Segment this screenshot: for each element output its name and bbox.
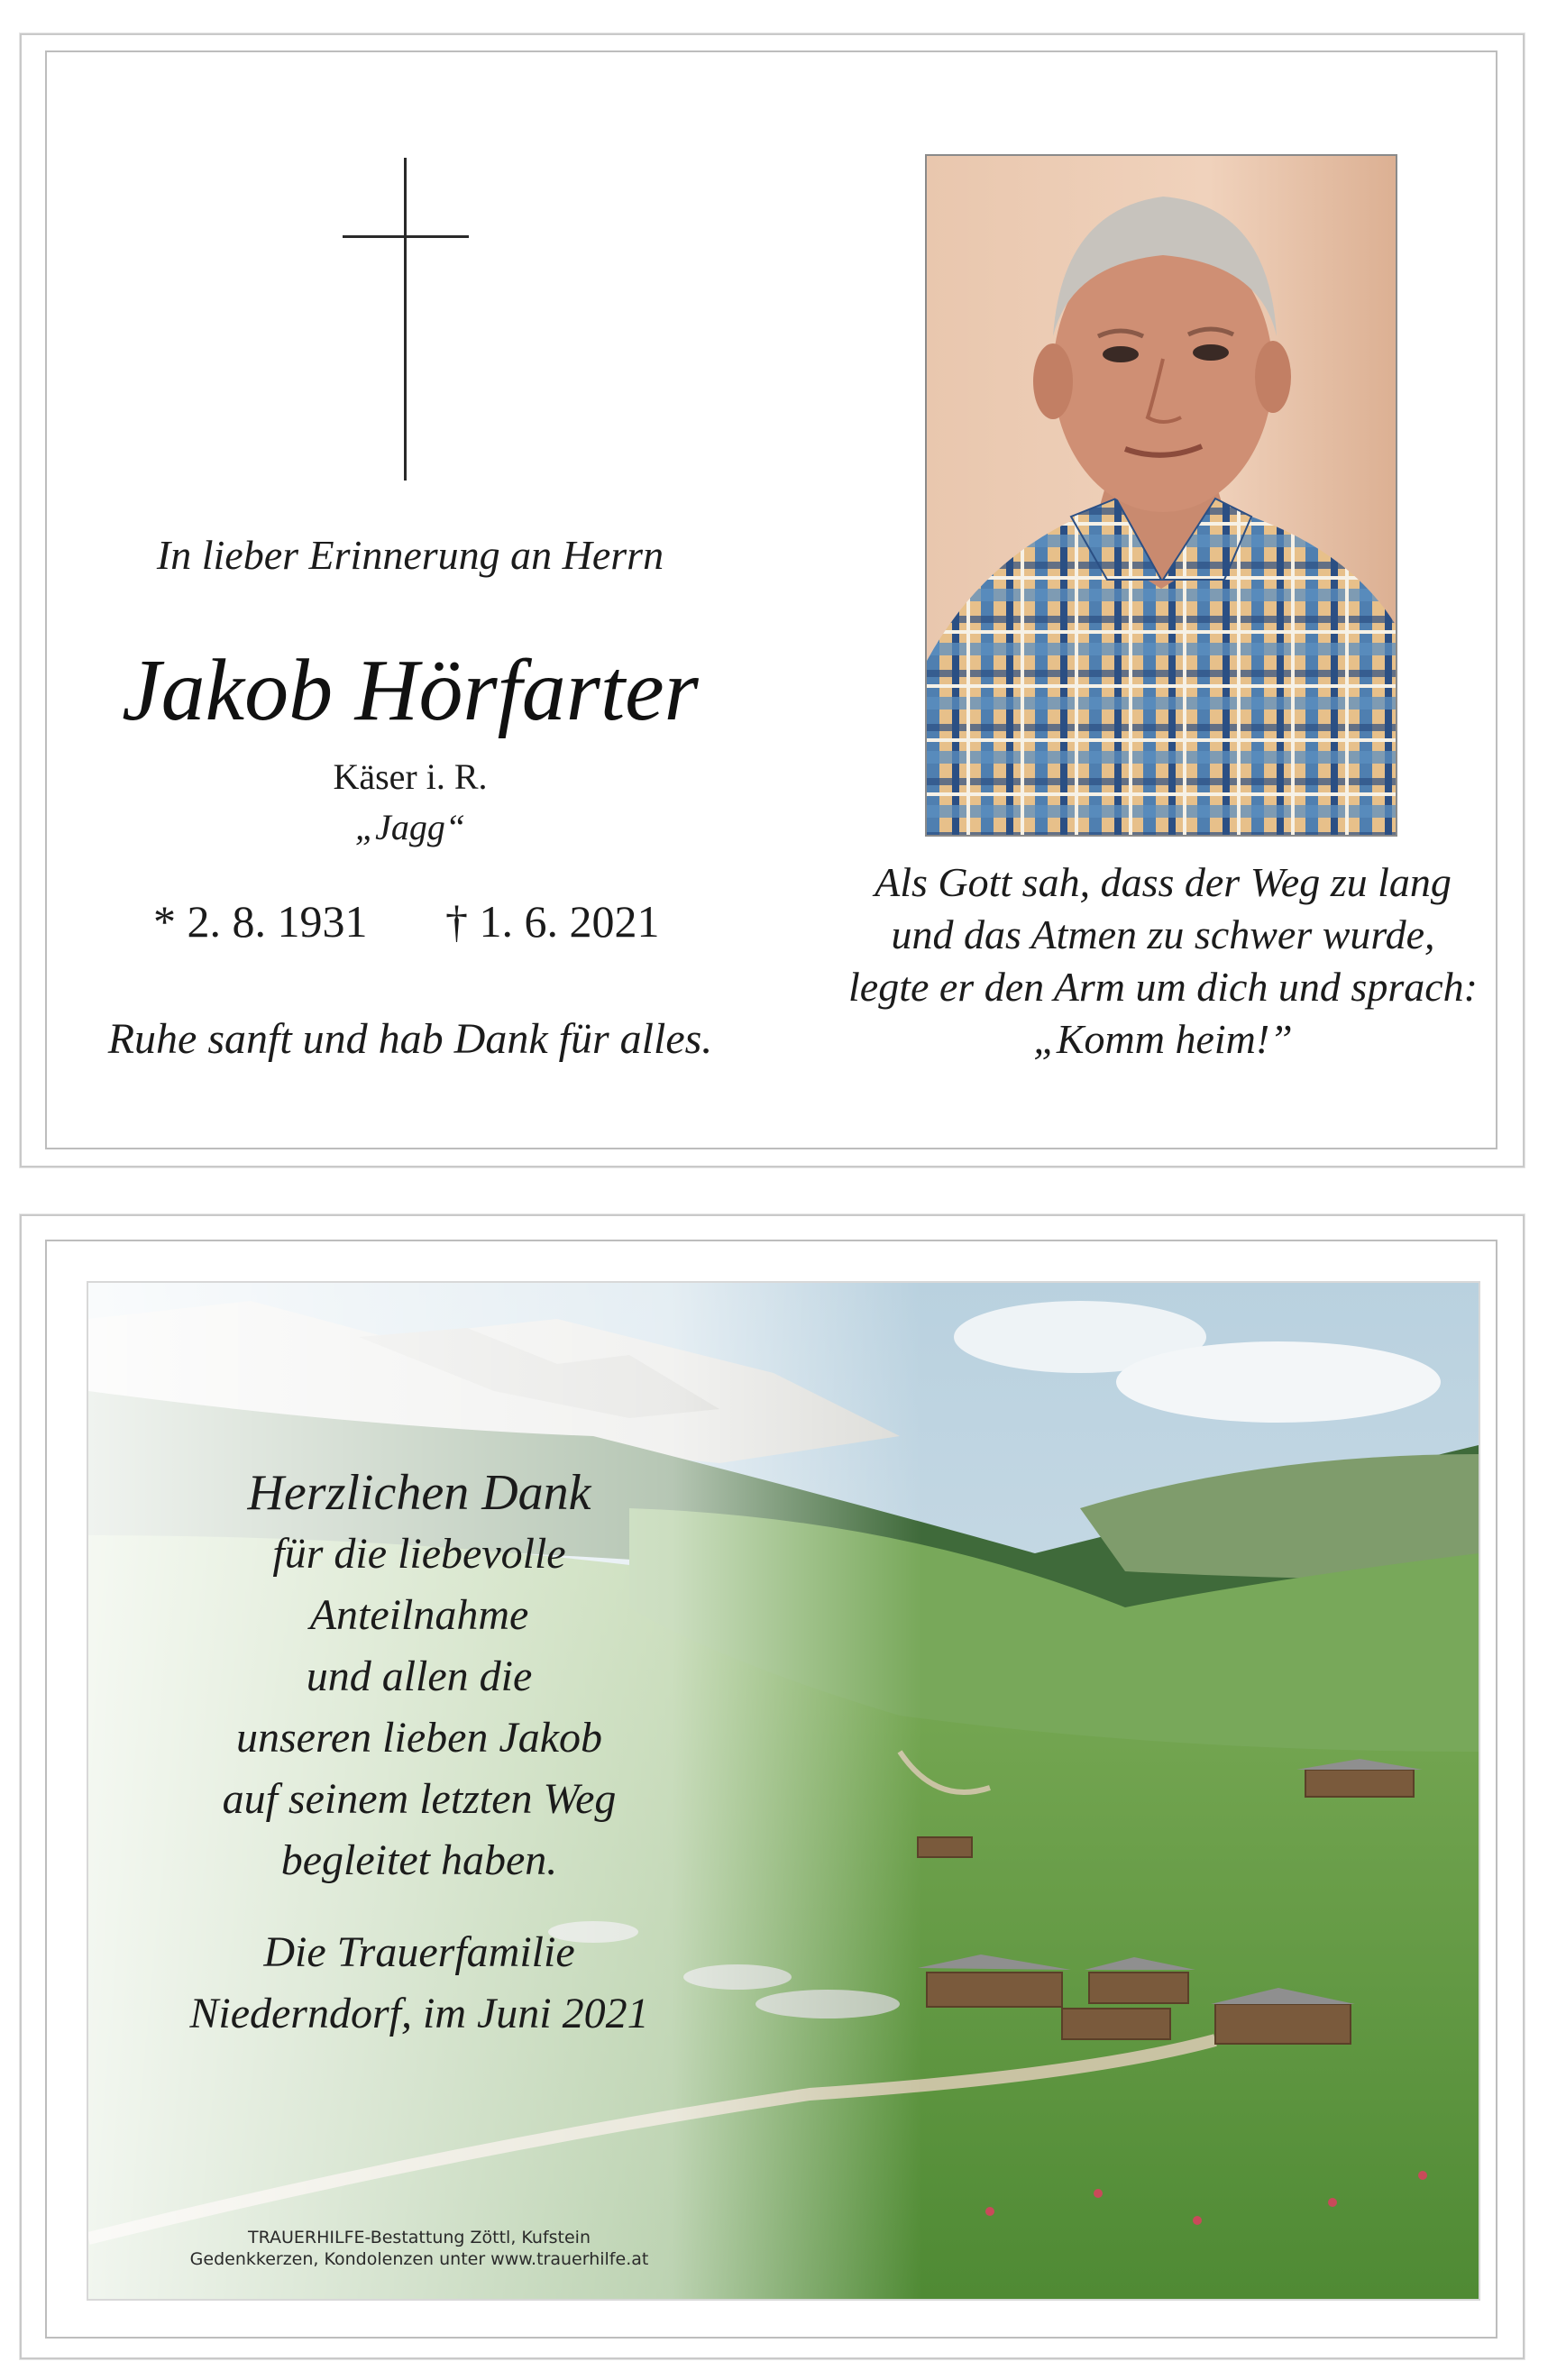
thanks-line: auf seinem letzten Weg xyxy=(222,1775,617,1823)
nickname: „Jagg“ xyxy=(354,807,466,847)
thanks-line: unseren lieben Jakob xyxy=(235,1714,603,1762)
occupation: Käser i. R. xyxy=(333,756,488,797)
footer-line: Gedenkkerzen, Kondolenzen unter www.trauerhilfe.at xyxy=(189,2249,649,2269)
thanks-line: begleitet haben. xyxy=(280,1836,558,1884)
portrait-photo xyxy=(925,154,1397,837)
poem-line: „Komm heim!” xyxy=(1033,1016,1293,1062)
poem-line: Als Gott sah, dass der Weg zu lang xyxy=(875,859,1452,905)
thanks-heading: Herzlichen Dank xyxy=(247,1465,591,1521)
funeral-home-footer xyxy=(135,2227,703,2270)
thanks-line: Anteilnahme xyxy=(309,1591,529,1639)
death-date: † 1. 6. 2021 xyxy=(445,896,660,947)
portrait-illustration xyxy=(927,156,1396,835)
place-date: Niederndorf, im Juni 2021 xyxy=(189,1990,649,2037)
poem xyxy=(811,856,1515,1066)
thanks-text xyxy=(135,1462,703,2045)
poem-line: und das Atmen zu schwer wurde, xyxy=(891,911,1435,957)
memorial-intro: In lieber Erinnerung an Herrn xyxy=(156,532,664,578)
family-signature: Die Trauerfamilie xyxy=(263,1928,575,1976)
birth-date: * 2. 8. 1931 xyxy=(153,896,368,947)
thanks-line: für die liebevolle xyxy=(272,1530,566,1578)
poem-line: legte er den Arm um dich und sprach: xyxy=(848,964,1478,1010)
deceased-name: Jakob Hörfarter xyxy=(122,642,699,739)
thanks-line: und allen die xyxy=(306,1652,533,1700)
footer-line: TRAUERHILFE-Bestattung Zöttl, Kufstein xyxy=(247,2228,591,2247)
farewell-line: Ruhe sanft und hab Dank für alles. xyxy=(107,1015,713,1063)
